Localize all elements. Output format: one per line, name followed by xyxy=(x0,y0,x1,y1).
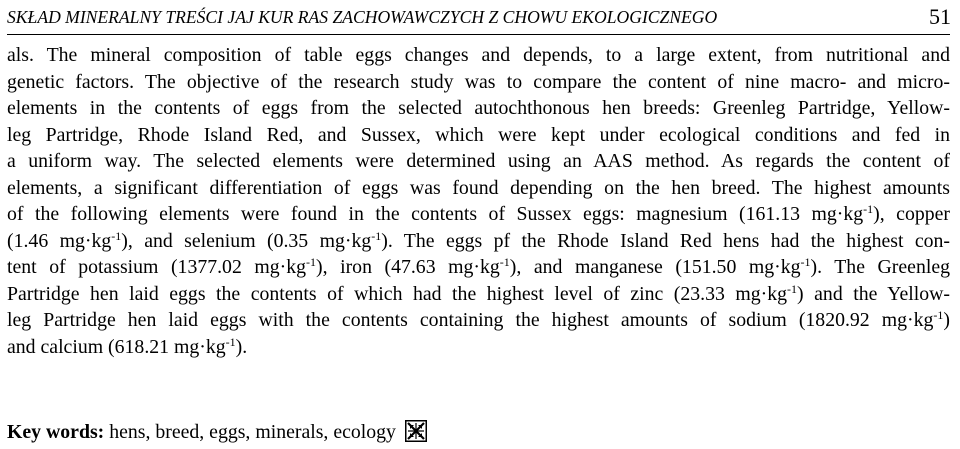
abstract-line xyxy=(7,175,950,202)
text-run: ), and manganese (151.50 mg·kg xyxy=(509,256,801,278)
text-run: a uniform way. The selected elements were determined using an AAS method. As regards the content of xyxy=(7,150,950,172)
keywords-text: hens, breed, eggs, minerals, ecology xyxy=(109,421,396,443)
unit-exponent: -1 xyxy=(499,255,510,269)
text-run: genetic factors. The objective of the research study was to compare the content of nine macro- and micro- xyxy=(7,70,950,93)
abstract-line xyxy=(7,334,950,361)
unit-exponent: -1 xyxy=(306,255,317,269)
text-run: leg Partridge, Rhode Island Red, and Sussex, which were kept under ecological conditions and fed in xyxy=(7,123,950,146)
text-run: ), and selenium (0.35 mg·kg xyxy=(121,229,372,252)
text-run: and calcium (618.21 mg·kg xyxy=(7,335,226,358)
unit-exponent: -1 xyxy=(111,228,122,243)
abstract-line xyxy=(7,69,950,96)
abstract-line xyxy=(7,281,950,308)
ornament-end-icon xyxy=(405,420,427,449)
abstract-paragraph xyxy=(7,42,950,360)
text-run: ) and the Yellow- xyxy=(797,282,950,305)
abstract-line xyxy=(7,95,950,122)
unit-exponent: -1 xyxy=(800,255,811,269)
page-number: 51 xyxy=(929,4,951,29)
abstract-line xyxy=(7,148,950,175)
text-run: als. The mineral composition of table eggs changes and depends, to a large extent, from nutritional and xyxy=(7,44,950,66)
text-run: ), iron (47.63 mg·kg xyxy=(316,256,500,278)
text-run: of the following elements were found in the contents of Sussex eggs: magnesium (161.13 mg·kg xyxy=(7,203,864,225)
unit-exponent: -1 xyxy=(225,334,236,349)
running-header xyxy=(7,2,951,32)
text-run: tent of potassium (1377.02 mg·kg xyxy=(7,256,307,278)
unit-exponent: -1 xyxy=(863,202,874,216)
text-run: ), copper xyxy=(873,203,951,225)
text-run: leg Partridge hen laid eggs with the contents containing the highest amounts of sodium (1820.92 mg·kg xyxy=(7,309,934,331)
unit-exponent: -1 xyxy=(933,308,944,322)
text-run: ). The Greenleg xyxy=(810,256,950,278)
abstract-line xyxy=(7,254,950,281)
text-run: ). The eggs pf the Rhode Island Red hens had the highest con- xyxy=(381,229,950,252)
keywords-label: Key words: xyxy=(7,421,105,443)
text-run: elements in the contents of eggs from the selected autochthonous hen breeds: Greenleg Partridge, Yellow- xyxy=(7,97,950,119)
keywords xyxy=(7,419,427,449)
text-run: elements, a significant differentiation of eggs was found depending on the hen breed. The highest amounts xyxy=(7,176,950,199)
abstract-line xyxy=(7,201,950,228)
abstract-line xyxy=(7,42,950,69)
running-title: SKŁAD MINERALNY TREŚCI JAJ KUR RAS ZACHOWAWCZYCH Z CHOWU EKOLOGICZNEGO xyxy=(7,7,718,27)
header-rule xyxy=(7,34,950,35)
abstract-line xyxy=(7,228,950,255)
abstract-line xyxy=(7,307,950,334)
unit-exponent: -1 xyxy=(371,228,382,243)
unit-exponent: -1 xyxy=(787,281,798,296)
text-run: (1.46 mg·kg xyxy=(7,229,112,252)
text-run: ). xyxy=(235,335,248,358)
text-run: Partridge hen laid eggs the contents of which had the highest level of zinc (23.33 mg·kg xyxy=(7,282,788,305)
text-run: ) xyxy=(943,309,950,331)
abstract-line xyxy=(7,122,950,149)
